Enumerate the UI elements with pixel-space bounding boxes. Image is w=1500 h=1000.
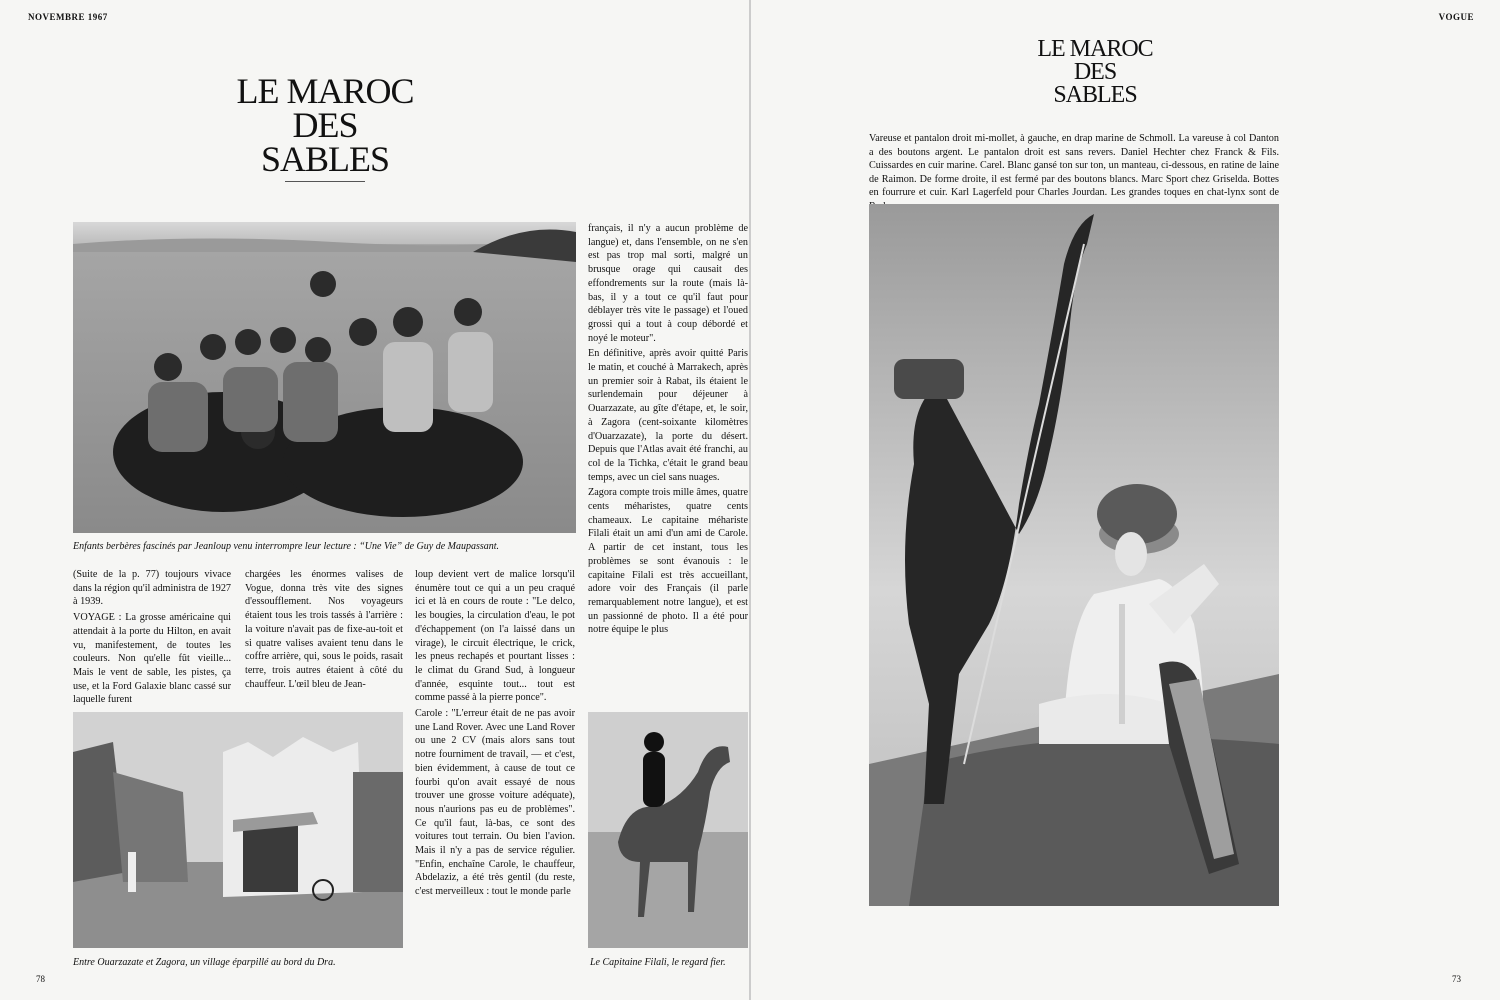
paragraph: Carole : "L'erreur était de ne pas avoir une Land Rover. Avec une Land Rover ou une 2 CV (mais alors sans tout notre fourniment de travail, — et c'est, bien évidemment, à cause de tout ce fourbi qu'on avait essayé de nous trouver une grosse voiture adéquate), nous n'aurions pas eu de problèmes". Ce qu'il faut, là-bas, ce sont des voitures tout terrain. Ou bien l'avion. Mais il n'y a pas de service régulier. "Enfin, enchaîne Carole, le chauffeur, Abdelaziz, a été très gentil (du reste, c'est merveilleux : tout le monde parle: [415, 708, 575, 898]
paragraph: Zagora compte trois mille âmes, quatre cents méharistes, quatre cents chameaux. Le capitaine méhariste Filali était un ami d'un ami de Carole. A partir de cet instant, tous les problèmes se sont évanouis : le capitaine Filali est très accueillant, adore voir des Français (il parle remarquablement notre langue), et est un passionné de photo. Il a été pour notre équipe le plus: [588, 487, 748, 636]
title-line-1: LE MAROC: [1037, 36, 1153, 62]
photo-berber-children: [73, 222, 576, 533]
right-page-number: 73: [1452, 974, 1461, 984]
photo-captain-filali: [588, 712, 748, 948]
title-underline: [285, 181, 365, 182]
paragraph: loup devient vert de malice lorsqu'il énumère tout ce qui a un peu craqué ici et là en cours de route : "Le delco, les bougies, la circulation d'eau, le pot d'échappement (on l'a laissé dans un virage), le circuit électrique, le crick, les pneus rechapés et pourtant lisses : le climat du Grand Sud, à longueur d'année, esquinte tout... tout est comme passé à la pierre ponce".: [415, 569, 575, 704]
paragraph: En définitive, après avoir quitté Paris le matin, et couché à Marrakech, après un premier soir à Rabat, ils étaient le surlendemain pour déjeuner à Ouarzazate, au gîte d'étape, et, le soir, à Zagora (cent-soixante kilomètres d'Ouarzazate), la porte du désert. Depuis que l'Atlas avait été franchi, au col de la Tichka, c'était le grand beau temps, avec un ciel sans nuages.: [588, 348, 748, 483]
caption-berber-children: Enfants berbères fascinés par Jeanloup venu interrompre leur lecture : “Une Vie” de Guy de Maupassant.: [73, 541, 500, 552]
left-page-title: [205, 71, 445, 180]
left-page-number: 78: [36, 974, 45, 984]
photo-village-dra: [73, 712, 403, 948]
right-page-header: VOGUE: [1438, 12, 1474, 22]
photo-model-with-camel: [869, 204, 1279, 906]
title-line-3: SABLES: [1053, 81, 1137, 108]
article-column-2: [245, 568, 403, 711]
article-column-3: [415, 568, 575, 958]
article-column-1: [73, 568, 231, 711]
title-line-3: SABLES: [260, 139, 390, 180]
fashion-credits-text: Vareuse et pantalon droit mi-mollet, à gauche, en drap marine de Schmoll. La vareuse à col Danton a des boutons argent. Le pantalon droit est sans revers. Daniel Hechter chez Franck & Fils. Cuissardes en cuir marine. Carel. Blanc gansé ton sur ton, un manteau, ci-dessous, en ratine de laine de Raimon. De forme droite, il est fermé par des boutons blancs. Marc Sport chez Griselda. Bottes en fourrure et cuir. Karl Lagerfeld pour Charles Jourdan. Les grandes toques en chat-lynx sont de: [869, 133, 1279, 199]
caption-village-dra: Entre Ouarzazate et Zagora, un village éparpillé au bord du Dra.: [73, 957, 336, 968]
page-gutter: [749, 0, 751, 1000]
title-line-2: DES: [292, 105, 358, 146]
title-line-1: LE MAROC: [236, 71, 414, 111]
paragraph: français, il n'y a aucun problème de langue) et, dans l'ensemble, on ne s'en est pas trop mal sorti, malgré un brusque orage qui causait des effondrements sur la route (mais là-bas, il y a tout ce qu'il faut pour déblayer très vite le passage) et l'oued grossi qui a tout à coup débordé et noyé le moteur".: [588, 223, 748, 344]
paragraph: (Suite de la p. 77) toujours vivace dans la région qu'il administra de 1927 à 1939.: [73, 569, 232, 608]
right-page-title: [1020, 38, 1170, 106]
paragraph: chargées les énormes valises de Vogue, donna très vite des signes d'essoufflement. Nos voyageurs étaient tous les trois tassés à l'arrière : la voiture n'avait pas de fixe-au-toit et si quatre valises avaient tenu dans le coffre arrière, qui, sous le poids, rasait terre, trois autres étaient à côté du chauffeur. L'œil bleu de Jean-: [245, 569, 403, 690]
article-column-4: [588, 222, 748, 710]
left-page-header: NOVEMBRE 1967: [28, 12, 108, 22]
paragraph: VOYAGE : La grosse américaine qui attendait à la porte du Hilton, en avait vu, manifestement, de toutes les couleurs. Non qu'elle fût vieille... Mais le vent de sable, les pistes, ça use, et la Ford Galaxie blanc cassé sur laquelle furent: [73, 612, 231, 706]
title-line-2: DES: [1073, 58, 1117, 85]
caption-captain-filali: Le Capitaine Filali, le regard fier.: [590, 957, 726, 968]
